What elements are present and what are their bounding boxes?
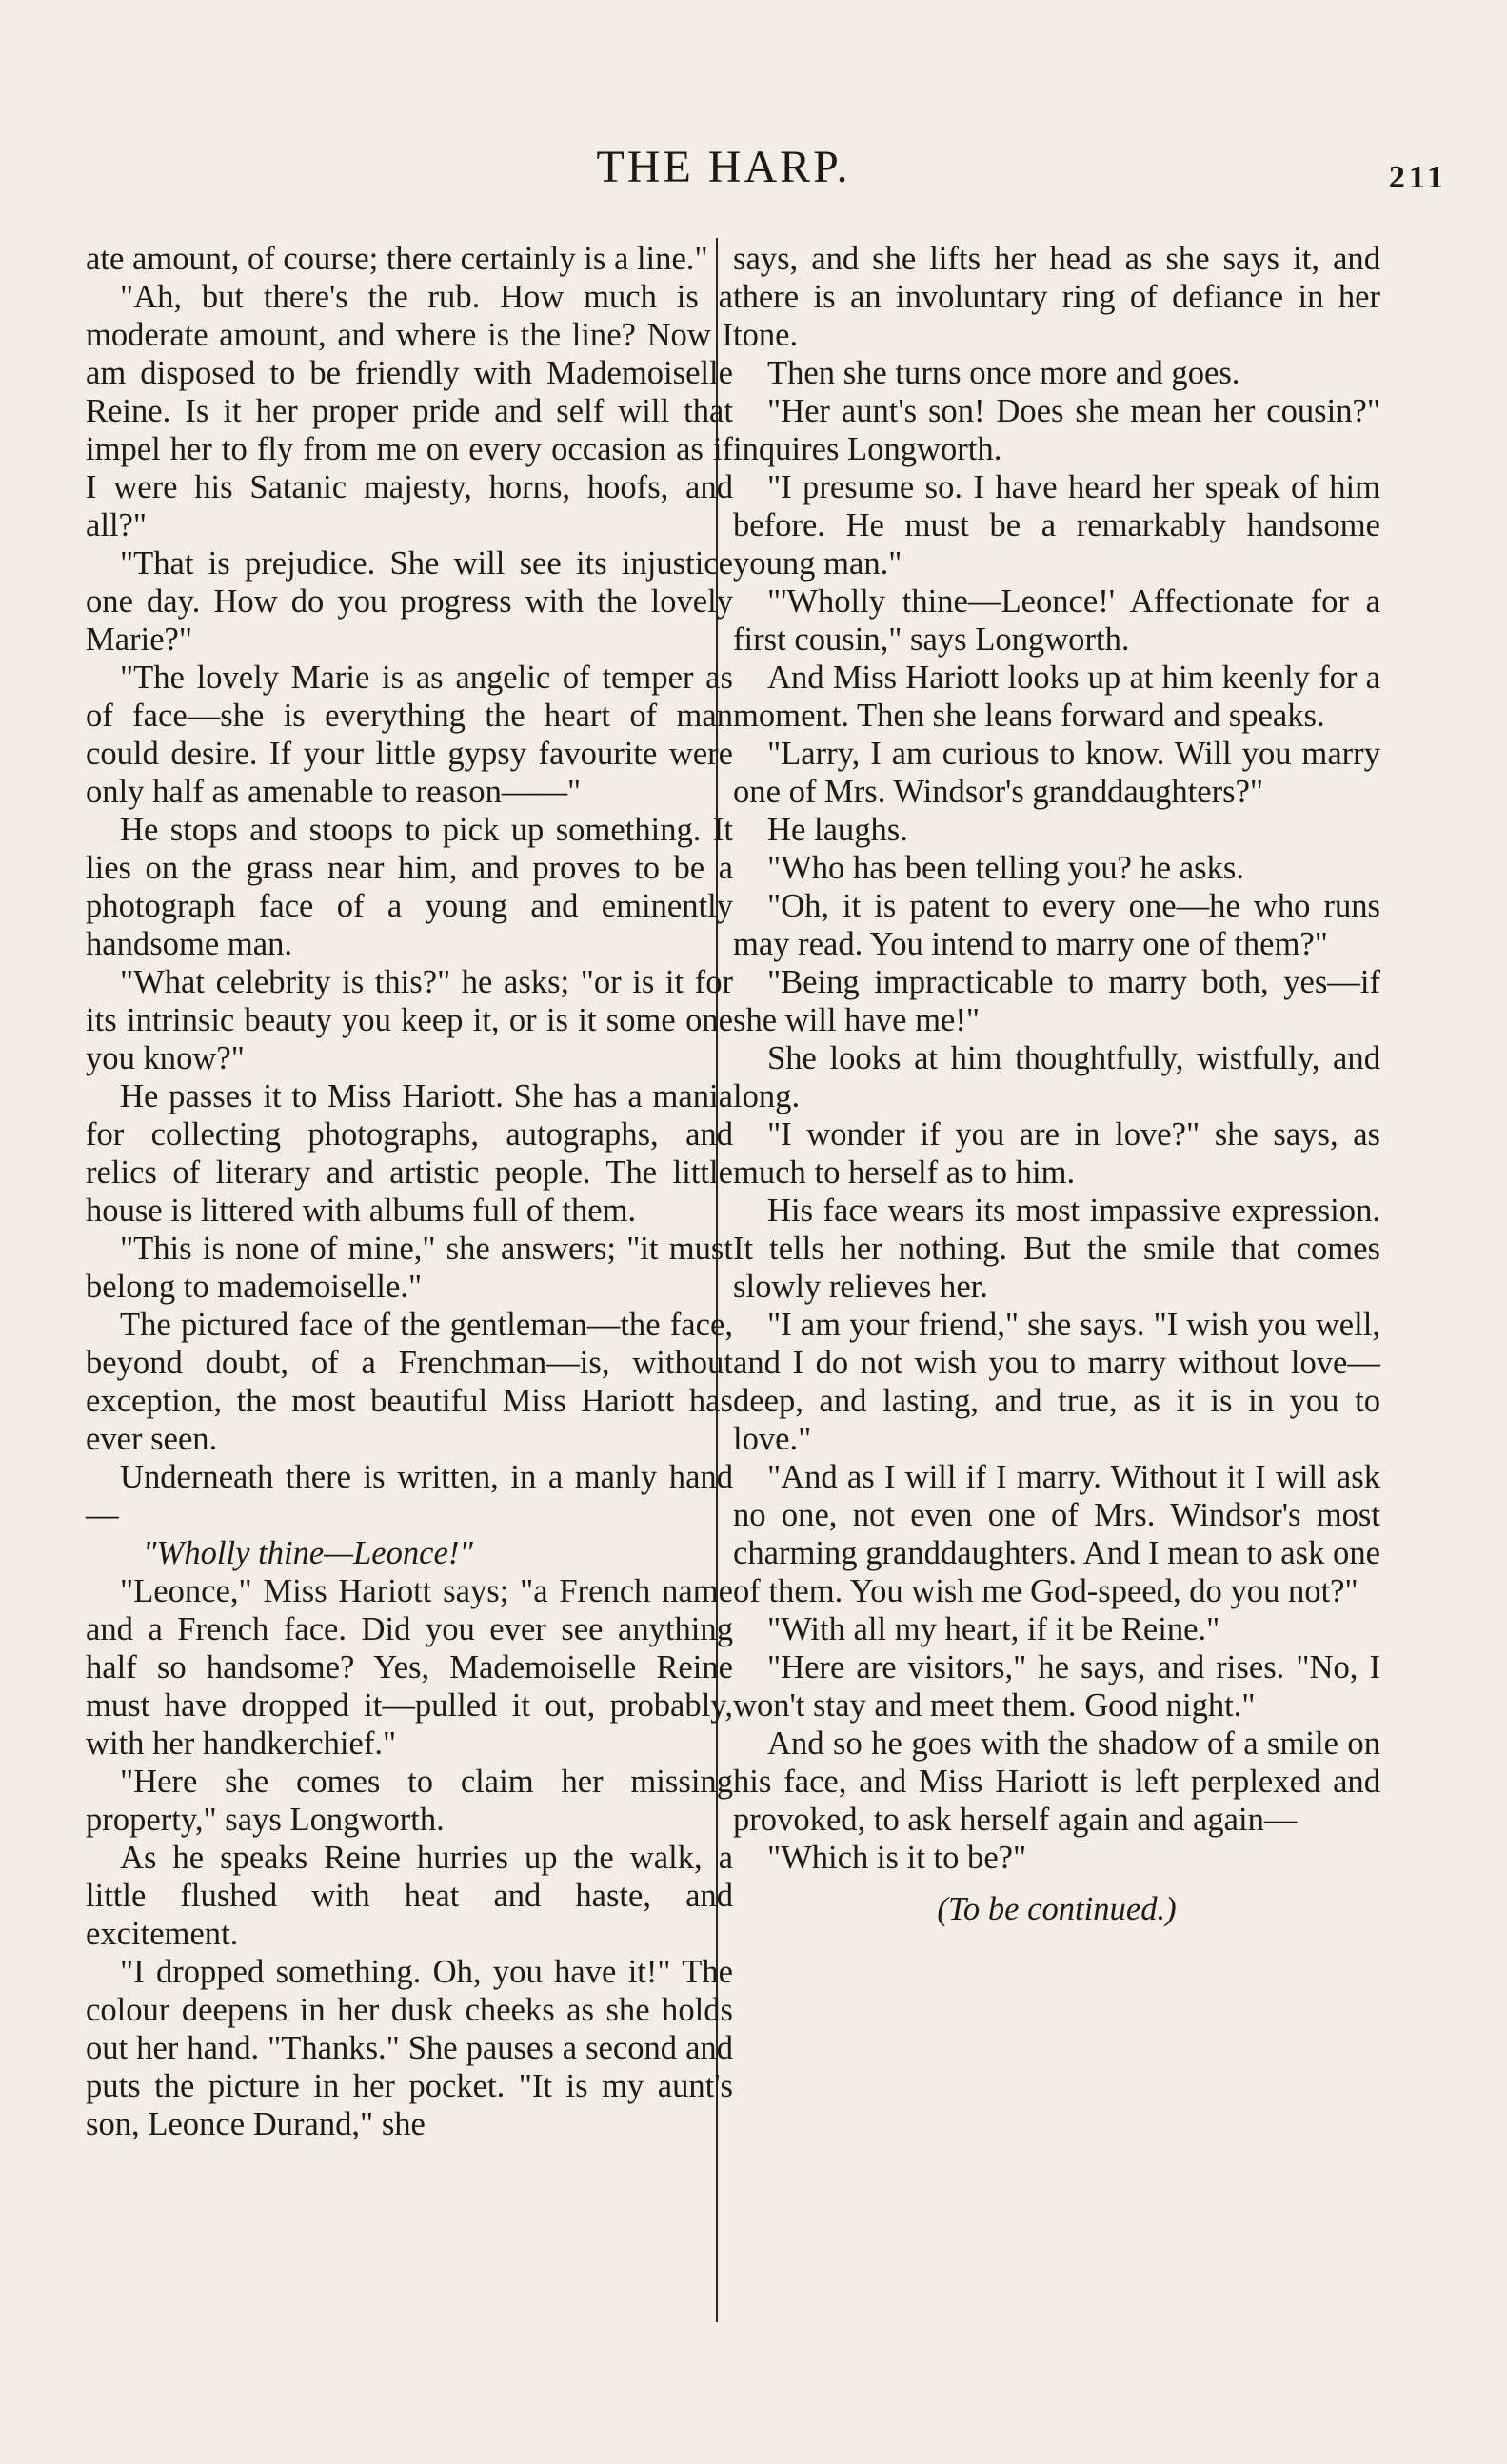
page-header xyxy=(57,141,1447,207)
paragraph: "What celebrity is this?" he asks; "or is it for its intrinsic beauty you keep it, or is it some one you know?" xyxy=(86,964,733,1076)
paragraph: "Larry, I am curious to know. Will you marry one of Mrs. Windsor's granddaughters?" xyxy=(733,736,1380,810)
paragraph: says, and she lifts her head as she says it, and there is an involuntary ring of defiance in her tone. xyxy=(733,241,1380,353)
paragraph: "And as I will if I marry. Without it I will ask no one, not even one of Mrs. Windsor's most charming granddaughters. And I mean to ask one of them. You wish me God-speed, do you not?" xyxy=(733,1459,1380,1609)
right-column xyxy=(733,240,1380,1928)
paragraph: And so he goes with the shadow of a smile on his face, and Miss Hariott is left perplexed and provoked, to ask herself again and again— xyxy=(733,1725,1380,1838)
paragraph: He stops and stoops to pick up something. It lies on the grass near him, and proves to be a photograph face of a young and eminently handsome man. xyxy=(86,812,733,962)
paragraph: ate amount, of course; there certainly is a line." xyxy=(86,241,708,277)
paragraph: "This is none of mine," she answers; "it must belong to mademoiselle." xyxy=(86,1231,733,1305)
paragraph: "Who has been telling you? he asks. xyxy=(767,850,1244,886)
paragraph: "That is prejudice. She will see its injustice one day. How do you progress with the lovely Marie?" xyxy=(86,545,733,658)
paragraph: "Being impracticable to marry both, yes—if she will have me!" xyxy=(733,964,1380,1038)
paragraph: "Oh, it is patent to every one—he who runs may read. You intend to marry one of them?" xyxy=(733,888,1380,962)
paragraph: And Miss Hariott looks up at him keenly for a moment. Then she leans forward and speaks. xyxy=(733,660,1380,734)
paragraph: "I wonder if you are in love?" she says, as much to herself as to him. xyxy=(733,1116,1380,1191)
paragraph: Then she turns once more and goes. xyxy=(767,355,1240,391)
paragraph: "Her aunt's son! Does she mean her cousin?" inquires Longworth. xyxy=(733,393,1380,467)
paragraph: "'Wholly thine—Leonce!' Affectionate for a first cousin," says Longworth. xyxy=(733,583,1380,658)
paragraph: As he speaks Reine hurries up the walk, a little flushed with heat and haste, and excitement. xyxy=(86,1840,733,1952)
inscription-text: "Wholly thine—Leonce!" xyxy=(143,1535,473,1571)
page-number: 211 xyxy=(1388,160,1447,195)
paragraph: Underneath there is written, in a manly hand— xyxy=(86,1459,733,1533)
paragraph: "Leonce," Miss Hariott says; "a French name and a French face. Did you ever see anything half so handsome? Yes, Mademoiselle Reine must have dropped it—pulled it out, probably, with her handkerchief." xyxy=(86,1573,733,1762)
paragraph: He passes it to Miss Hariott. She has a mania for collecting photographs, autographs, and relics of literary and artistic people. The little house is littered with albums full of them. xyxy=(86,1078,733,1229)
paragraph: "The lovely Marie is as angelic of temper as of face—she is everything the heart of man could desire. If your little gypsy favourite were only half as amenable to reason——" xyxy=(86,660,733,810)
paragraph: "Here are visitors," he says, and rises. "No, I won't stay and meet them. Good night." xyxy=(733,1649,1380,1724)
paragraph: His face wears its most impassive expression. It tells her nothing. But the smile that comes slowly relieves her. xyxy=(733,1193,1380,1305)
paragraph: "Which is it to be?" xyxy=(767,1840,1027,1876)
to-be-continued-note: (To be continued.) xyxy=(937,1891,1177,1927)
paragraph: He laughs. xyxy=(767,812,908,848)
left-column xyxy=(86,240,733,2143)
paragraph: "Here she comes to claim her missing property," says Longworth. xyxy=(86,1764,733,1838)
paragraph: "I am your friend," she says. "I wish you well, and I do not wish you to marry without love—deep, and lasting, and true, as it is in you to love." xyxy=(733,1307,1380,1457)
inscription-quote xyxy=(86,1534,733,1572)
paragraph: "I presume so. I have heard her speak of him before. He must be a remarkably handsome young man." xyxy=(733,469,1380,582)
journal-title: THE HARP. xyxy=(596,142,851,192)
paragraph: "Ah, but there's the rub. How much is a moderate amount, and where is the line? Now I am disposed to be friendly with Mademoiselle Reine. Is it her proper pride and self will that impel her to fly from me on every occasion as if I were his Satanic majesty, horns, hoofs, and all?" xyxy=(86,279,733,543)
paragraph: "I dropped something. Oh, you have it!" The colour deepens in her dusk cheeks as she holds out her hand. "Thanks." She pauses a second and puts the picture in her pocket. "It is my aunt's son, Leonce Durand," she xyxy=(86,1954,733,2142)
paragraph: She looks at him thoughtfully, wistfully, and long. xyxy=(733,1040,1380,1114)
paragraph: The pictured face of the gentleman—the face, beyond doubt, of a Frenchman—is, without exception, the most beautiful Miss Hariott has ever seen. xyxy=(86,1307,733,1457)
paragraph: "With all my heart, if it be Reine." xyxy=(767,1611,1220,1647)
